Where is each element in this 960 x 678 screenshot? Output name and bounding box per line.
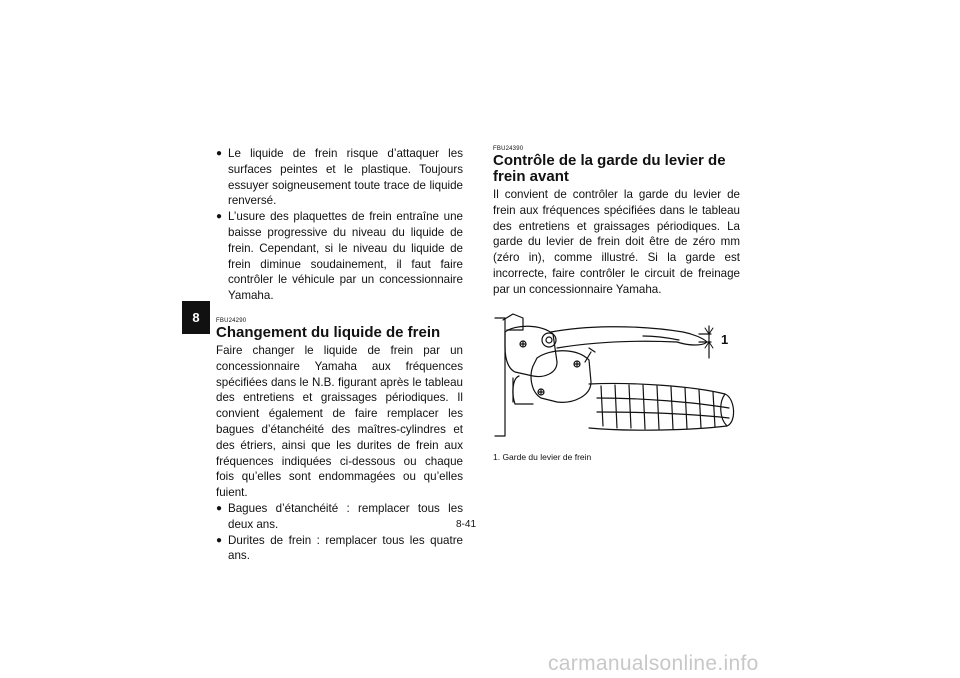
- section-paragraph: Il convient de contrôler la garde du levier de frein aux fréquences spécifiées dans le tableau des entretiens et graissages périodiques. La garde du levier de frein doit être de zéro mm (zéro in), comme illustré. Si la garde est incorrecte, faire contrôler le circuit de freinage par un concessionnaire Yamaha.: [493, 188, 740, 296]
- brake-lever-drawing: [493, 312, 740, 442]
- section-paragraph: Faire changer le liquide de frein par un concessionnaire Yamaha aux fréquences spécifiées dans le N.B. figurant après le tableau des entretiens et graissages périodiques. Il convient également de faire remplacer les bagues d’étanchéité des maîtres-cylindres et des étriers, ainsi que les durites de frein aux fréquences indiquées ci-dessous ou chaque fois qu’elles sont endommagées ou qu’elles fuient.: [216, 343, 463, 500]
- page-number: 8-41: [456, 519, 477, 530]
- right-column: [493, 146, 740, 465]
- intro-bullet-list: [216, 146, 463, 304]
- list-item: ● L’usure des plaquettes de frein entraîne une baisse progressive du niveau du liquide de frein. Cependant, si le niveau du liquide de frein diminue soudainement, il faut faire contrôler le véhicule par un concessionnaire Yamaha.: [216, 210, 463, 303]
- left-column: [216, 146, 463, 564]
- list-item: ● Le liquide de frein risque d’attaquer les surfaces peintes et le plastique. Toujours essuyer soigneusement toute trace de liquide renversé.: [216, 147, 463, 208]
- chapter-tab: 8: [182, 301, 210, 334]
- bullet-icon: ●: [216, 534, 223, 546]
- list-item: ● Bagues d’étanchéité : remplacer tous les deux ans.: [216, 501, 463, 531]
- replacement-bullet-list: [216, 501, 463, 564]
- section-title: Changement du liquide de frein: [216, 323, 441, 341]
- section-code: FBU24290: [216, 317, 247, 324]
- watermark-link[interactable]: carmanualsonline.info: [548, 652, 759, 675]
- figure-caption: 1. Garde du levier de frein: [493, 451, 592, 462]
- section-code: FBU24390: [493, 146, 524, 152]
- list-item: ● Durites de frein : remplacer tous les quatre ans.: [216, 533, 463, 563]
- bullet-icon: ●: [216, 211, 223, 223]
- bullet-icon: ●: [216, 148, 223, 159]
- callout-label: 1: [721, 331, 729, 347]
- bullet-icon: ●: [216, 502, 223, 514]
- section-title: Contrôle de la garde du levier de frein avant: [493, 152, 726, 185]
- brake-lever-illustration: [493, 312, 740, 442]
